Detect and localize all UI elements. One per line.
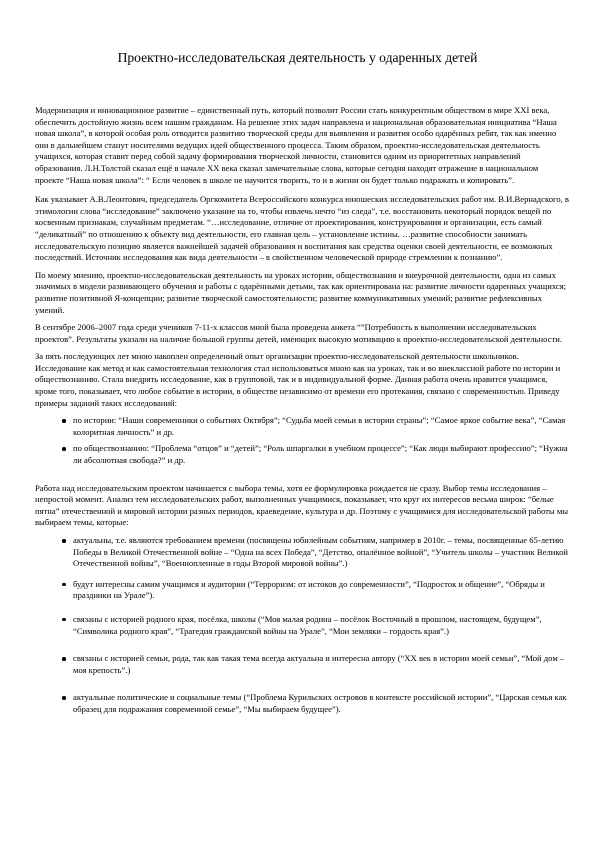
paragraph-topic-choice: Работа над исследовательским проектом начинается с выбора темы, хотя ее формулировка рождается не сразу. Выбор темы исследования – непростой момент. Анализ тем исследовательских работ, выполненных учащимися, показывает, что круг их интересов весьма широк: “белые пятна” отечественной и мировой истории разных периодов, краеведение, культура и др. Поэтому с учащимися для исследовательской работы мы выбираем темы, которые:	[35, 482, 569, 528]
paragraph-intro: Модернизация и инновационное развитие – единственный путь, который позволит России стать конкурентным обществом в мире XXI века, обеспечить достойную жизнь всем нашим гражданам. На решение этих задач направлена и национальная образовательная инициатива “Наша новая школа”, в которой особая роль отводится развитию творческой среды для выявления и развития особо одарённых ребят, так как именно они в дальнейшем станут носителями ведущих идей общественного процесса. Таким образом, проектно-исследовательская деятельность учащихся, которая ставит перед собой задачу формирования творческой личности, становится одним из приоритетных направлений образования. Л.Н.Толстой сказал ещё в начале XX века сказал замечательные слова, которые сегодня находят отражение в национальном проекте “Наша новая школа”: “ Если человек в школе не научится творить, то и в жизни он будет только подражать и копировать”.	[35, 105, 557, 185]
list-item: по истории: “Наши современники о событиях Октября”; “Судьба моей семьи в истории страны”; “Самое яркое событие века”, “Самая колоритная личность” и др.	[73, 415, 569, 438]
topic-criteria-list	[35, 535, 569, 716]
document-body	[35, 105, 569, 725]
list-item: связаны с историей родного края, посёлка, школы (“Моя малая родина – посёлок Восточный в прошлом, настоящем, будущем”, “Символика родного края”, “Трагедия гражданской войны на Урале”, “Мои земляки – гордость края”.)	[73, 614, 569, 637]
task-examples-list	[35, 415, 569, 466]
page-title: Проектно-исследовательская деятельность у одаренных детей	[117, 50, 478, 65]
list-item: актуальные политические и социальные темы (“Проблема Курильских островов в контексте российской истории”, “Царская семья как образец для подражания современной семье”, “Мы выбираем будущее”).	[73, 692, 569, 715]
paragraph-experience: За пять последующих лет мною накоплен определенный опыт организации проектно-исследовательской деятельности школьников. Исследование как метод и как самостоятельная технология стал использоваться мною как на уроках, так и во внеклассной работе по истории и обществознанию. Стала внедрять исследование, как в групповой, так и в индивидуальной форме. Данная работа очень нравится учащимся, кроме того, показывает, что любое событие в истории, в обществе независимо от времени его протекания, связано с современностью. Приведу примеры заданий таких исследований:	[35, 351, 561, 408]
list-item: связаны с историей семьи, рода, так как такая тема всегда актуальна и интересна автору (“XX век в истории моей семьи”, “Мой дом – моя крепость”.)	[73, 653, 569, 676]
paragraph-survey: В сентябре 2006–2007 года среди учеников 7-11-х классов мной была проведена анкета “”Потребность в выполнении исследовательских проектов”. Результаты указали на наличие большой группы детей, имеющих высокую мотивацию к проектно-исследовательской деятельности.	[35, 322, 562, 344]
paragraph-opinion: По моему мнению, проектно-исследовательская деятельность на уроках истории, обществознания и внеурочной деятельности, одна из самых значимых в модели развивающего обучения и работы с одарёнными детьми, так как ориентирована на: развитие личности одаренных учащихся; развитие позитивной Я-концепции; развитие творческой самостоятельности; развитие коммуникативных умений; развитие рефлексивных умений.	[35, 269, 567, 315]
list-item: актуальны, т.е. являются требованием времени (посвящены юбилейным событиям, например в 2010г. – темы, посвященные 65-летию Победы в Великой Отечественной войне – “Одна на всех Победа”, “Детство, опалённое войной”, “Учитель школы – участник Великой Отечественной войны”, “Военнопленные в годы Второй мировой войны”.)	[73, 535, 568, 569]
list-item: по обществознанию: “Проблема “отцов” и “детей”; “Роль шпаргалки в учебном процессе”; “Как люди выбирают профессию”; “Нужна ли абсолютная свобода?” и др.	[73, 443, 568, 466]
paragraph-leontovich: Как указывает А.В.Леонтович, председатель Оргкомитета Всероссийского конкурса юношеских исследовательских работ им. В.И.Вернадского, в этимологии слова “исследование” заключено указание на то, чтобы извлечь нечто “из следа”, т.е. восстановить некоторый порядок вещей по косвенным признакам, случайным предметам. “…исследование, отличие от проектирования, конструирования и организации, есть самый “деликатный” по отношению к объекту вид деятельности, его главная цель – установление истины. …развитие способности занимать исследовательскую позицию является важнейшей задачей образования и воспитания как средства оценки своей деятельности, ее возможных последствий. Источник исследования как вида деятельности – в свойственном человеческой природе стремлении к познанию”.	[35, 194, 569, 263]
list-item: будут интересны самим учащимся и аудитории (“Терроризм: от истоков до современности”, “Подросток и общение”, “Обряды и праздники на Урале”).	[73, 579, 569, 602]
